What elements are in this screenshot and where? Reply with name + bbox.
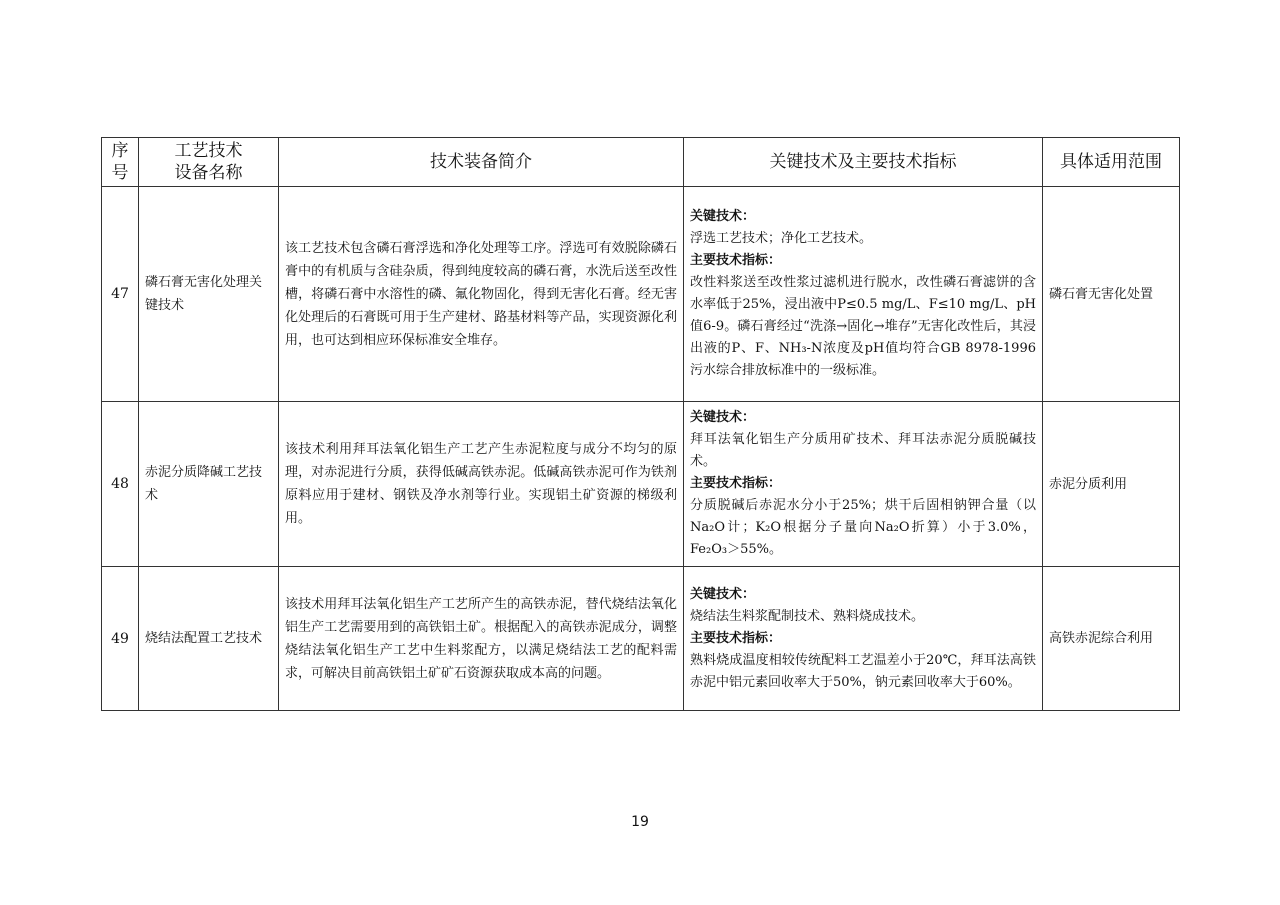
page-number: 19 bbox=[631, 814, 649, 830]
header-seq bbox=[102, 138, 139, 187]
row-seq: 47 bbox=[102, 187, 139, 402]
row-name: 磷石膏无害化处理关键技术 bbox=[139, 187, 279, 402]
row-key bbox=[684, 567, 1043, 711]
indicator-text: 熟料烧成温度相较传统配料工艺温差小于20℃，拜耳法高铁赤泥中铝元素回收率大于50%，钠元素回收率大于60%。 bbox=[690, 652, 1036, 690]
indicator-label: 主要技术指标： bbox=[690, 476, 782, 491]
row-scope: 磷石膏无害化处置 bbox=[1043, 187, 1180, 402]
key-tech-text: 烧结法生料浆配制技术、熟料烧成技术。 bbox=[690, 608, 925, 624]
row-seq: 49 bbox=[102, 567, 139, 711]
header-intro: 技术装备简介 bbox=[279, 138, 684, 187]
row-intro: 该技术用拜耳法氧化铝生产工艺所产生的高铁赤泥，替代烧结法氧化铝生产工艺需要用到的高铁铝土矿。根据配入的高铁赤泥成分，调整烧结法氧化铝生产工艺中生料浆配方，以满足烧结法工艺的配料需求，可解决目前高铁铝土矿矿石资源获取成本高的问题。 bbox=[279, 567, 684, 711]
row-intro: 该工艺技术包含磷石膏浮选和净化处理等工序。浮选可有效脱除磷石膏中的有机质与含硅杂质，得到纯度较高的磷石膏，水洗后送至改性槽，将磷石膏中水溶性的磷、氟化物固化，得到无害化石膏。经无害化处理后的石膏既可用于生产建材、路基材料等产品，实现资源化利用，也可达到相应环保标准安全堆存。 bbox=[279, 187, 684, 402]
key-tech-text: 拜耳法氧化铝生产分质用矿技术、拜耳法赤泥分质脱碱技术。 bbox=[690, 432, 1036, 469]
row-scope: 赤泥分质利用 bbox=[1043, 402, 1180, 567]
row-name: 烧结法配置工艺技术 bbox=[139, 567, 279, 711]
indicator-text: 改性料浆送至改性浆过滤机进行脱水，改性磷石膏滤饼的含水率低于25%，浸出液中P≤0.5 mg/L、F≤10 mg/L、pH值6-9。磷石膏经过“洗涤→固化→堆存”无害化改性后，其浸出液的P、F、NH₃-N浓度及pH值均符合GB 8978-1996 污水综合排放标准中的一级标准。 bbox=[690, 275, 1036, 378]
key-tech-label: 关键技术： bbox=[690, 410, 756, 425]
indicator-label: 主要技术指标： bbox=[690, 253, 782, 268]
table-row bbox=[102, 402, 1180, 567]
header-key: 关键技术及主要技术指标 bbox=[684, 138, 1043, 187]
key-tech-label: 关键技术： bbox=[690, 209, 756, 224]
technology-table bbox=[101, 137, 1180, 711]
table-row bbox=[102, 567, 1180, 711]
header-name bbox=[139, 138, 279, 187]
header-seq-line1: 序 bbox=[111, 141, 129, 161]
table-row bbox=[102, 187, 1180, 402]
header-name-line1: 工艺技术 bbox=[174, 141, 243, 161]
header-name-line2: 设备名称 bbox=[174, 163, 243, 183]
row-scope: 高铁赤泥综合利用 bbox=[1043, 567, 1180, 711]
row-key bbox=[684, 187, 1043, 402]
row-seq: 48 bbox=[102, 402, 139, 567]
table-header-row bbox=[102, 138, 1180, 187]
indicator-text: 分质脱碱后赤泥水分小于25%；烘干后固相钠钾合量（以Na₂O计；K₂O根据分子量向Na₂O折算）小于3.0%，Fe₂O₃＞55%。 bbox=[690, 498, 1036, 557]
row-intro: 该技术利用拜耳法氧化铝生产工艺产生赤泥粒度与成分不均匀的原理，对赤泥进行分质，获得低碱高铁赤泥。低碱高铁赤泥可作为铁剂原料应用于建材、钢铁及净水剂等行业。实现铝土矿资源的梯级利用。 bbox=[279, 402, 684, 567]
key-tech-label: 关键技术： bbox=[690, 586, 756, 602]
header-seq-line2: 号 bbox=[111, 163, 129, 183]
row-key bbox=[684, 402, 1043, 567]
key-tech-text: 浮选工艺技术；净化工艺技术。 bbox=[690, 231, 873, 246]
row-name: 赤泥分质降碱工艺技术 bbox=[139, 402, 279, 567]
indicator-label: 主要技术指标： bbox=[690, 630, 782, 646]
header-scope: 具体适用范围 bbox=[1043, 138, 1180, 187]
